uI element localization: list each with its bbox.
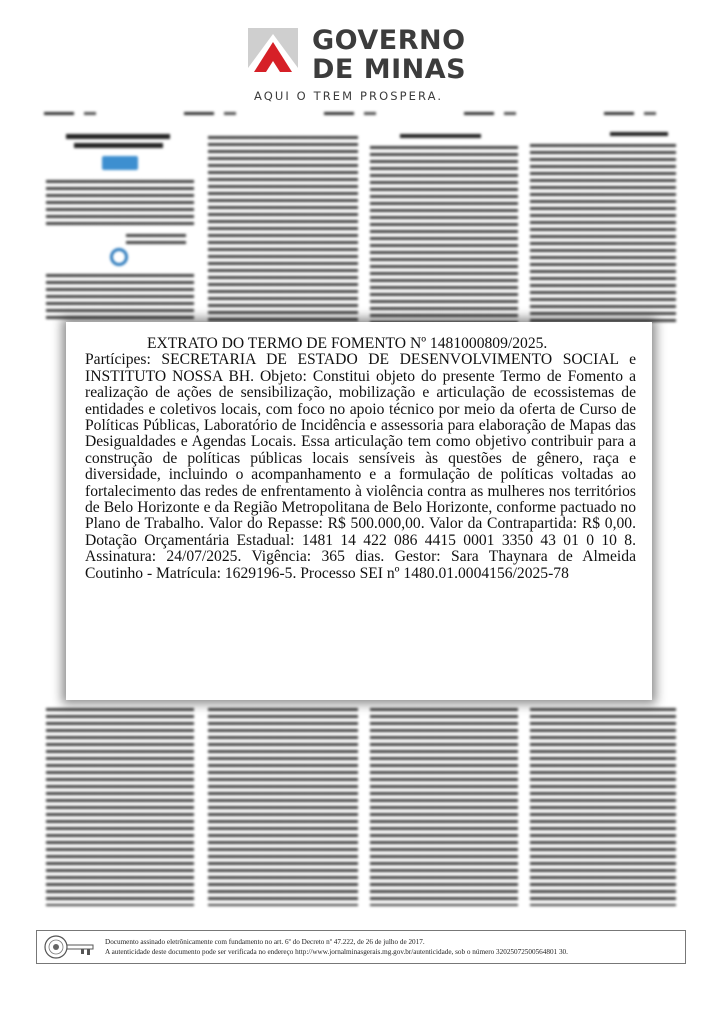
logo-line-de-minas: DE MINAS [312,54,467,85]
extract-title: EXTRATO DO TERMO DE FOMENTO Nº 1481000809/2025. [147,335,548,352]
text-block [46,706,194,906]
logo-title [312,26,482,84]
text-block [46,178,194,226]
text-block [530,706,676,906]
text-block [530,142,676,324]
text-block [370,706,518,906]
text-block [370,144,518,324]
extract-body: Partícipes: SECRETARIA DE ESTADO DE DESENVOLVIMENTO SOCIAL e INSTITUTO NOSSA BH. Objeto: Constitui objeto do presente Termo de Fomento a realização de ações de sensibilização, mobilização e articulação de ecossistemas de entidades e coletivos locais, com foco no apoio técnico por meio da oferta de Curso de Políticas Públicas, Laboratório de Incidência e assessoria para elaboração de Mapas das Desigualdades e Agendas Locais. Essa articulação tem como objetivo contribuir para a construção de políticas públicas locais sensíveis às questões de gênero, raça e diversidade, incluindo o acompanhamento e a formulação de políticas voltadas ao fortalecimento das redes de enfrentamento à violência contra as mulheres nos territórios de Belo Horizonte e da Região Metropolitana de Belo Horizonte, conforme pactuado no Plano de Trabalho. Valor do Repasse: R$ 500.000,00. Valor da Contrapartida: R$ 0,00. Dotação Orçamentária Estadual: 1481 14 422 086 4415 0001 3350 43 01 0 10 8. Assinatura: 24/07/2025. Vigência: 365 dias. Gestor: Sara Thaynara de Almeida Coutinho - Matrícula: 1629196-5. Processo SEI nº 1480.01.0004156/2025-78 [85,351,636,582]
text-block [126,232,186,244]
logo-line-governo: GOVERNO [312,25,466,56]
minas-triangle-logo-icon [248,28,298,78]
column-heading-bar [74,143,163,148]
footer-line-signature: Documento assinado eletrônicamente com fundamento no art. 6º do Decreto nº 47.222, de 26 de julho de 2017. [105,938,425,946]
text-block [208,134,358,324]
newspaper-header-line [44,112,676,115]
authenticity-footer [36,930,686,964]
column-heading-bar [66,134,170,139]
column-heading-bar [610,132,668,136]
text-block [46,272,194,322]
blurred-emblem-icon [110,248,128,266]
blurred-agency-logo-icon [102,156,138,170]
governo-de-minas-logo [248,26,478,106]
column-heading-bar [400,134,481,138]
logo-tagline: AQUI O TREM PROSPERA. [254,89,444,103]
text-block [208,706,358,906]
footer-line-authenticity: A autenticidade deste documento pode ser verificada no endereço http://www.jornalminasgerais.mg.gov.br/autenticidade, sob o número 32025072500564801 30. [105,948,568,956]
key-seal-icon [43,934,97,960]
footer-text [105,937,680,957]
extract-notice-box [66,322,652,700]
